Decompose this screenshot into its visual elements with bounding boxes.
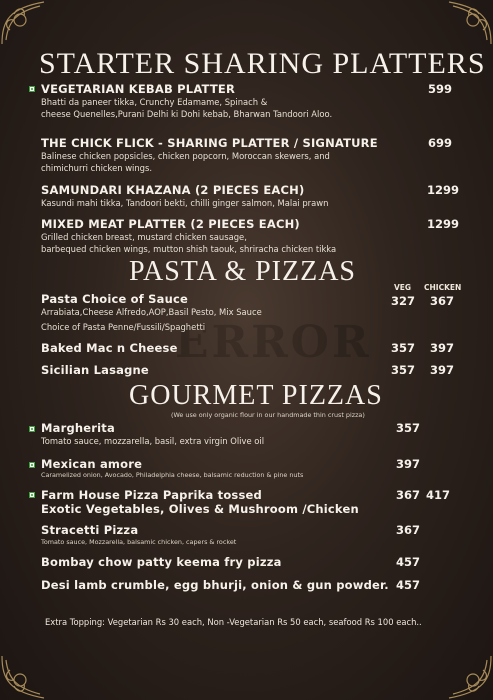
item-name: Desi lamb crumble, egg bhurji, onion & gun powder.	[41, 578, 389, 592]
price-veg: 327	[391, 294, 416, 308]
price-veg: 457	[396, 578, 421, 592]
corner-ornament-icon	[0, 654, 46, 700]
item-description: chimichurri chicken wings.	[41, 163, 153, 173]
item-price: 1299	[427, 217, 460, 231]
menu-item	[41, 457, 303, 479]
price-veg: 357	[396, 421, 421, 435]
corner-ornament-icon	[447, 0, 493, 46]
menu-item	[41, 217, 336, 255]
item-name: MIXED MEAT PLATTER (2 PIECES EACH)	[41, 217, 300, 231]
menu-item	[41, 488, 359, 516]
item-name: Bombay chow patty keema fry pizza	[41, 555, 282, 569]
extra-topping-note: Extra Topping: Vegetarian Rs 30 each, Non -Vegetarian Rs 50 each, seafood Rs 100 each..	[45, 617, 422, 627]
item-name-line2: Exotic Vegetables, Olives & Mushroom /Chicken	[41, 502, 359, 516]
item-price: 699	[428, 136, 453, 150]
item-description: barbequed chicken wings, mutton shish taouk, shriracha chicken tikka	[41, 244, 337, 254]
column-header-chicken: CHICKEN	[424, 283, 462, 292]
column-header-veg: VEG	[394, 283, 412, 292]
price-veg: 457	[396, 555, 421, 569]
item-name: Farm House Pizza Paprika tossed	[41, 488, 262, 502]
price-chicken: 397	[430, 341, 455, 355]
menu-item	[41, 82, 332, 120]
item-name: Pasta Choice of Sauce	[41, 292, 189, 306]
price-chicken: 397	[430, 363, 455, 377]
item-description: Tomato sauce, Mozzarella, balsamic chicken, capers & rocket	[41, 538, 237, 546]
veg-mark-icon	[29, 492, 35, 498]
section-title-pasta: PASTA & PIZZAS	[129, 256, 357, 287]
item-name: VEGETARIAN KEBAB PLATTER	[41, 82, 235, 96]
price-veg: 357	[391, 341, 416, 355]
menu-item	[41, 555, 282, 569]
veg-mark-icon	[29, 426, 35, 432]
price-veg: 367	[396, 523, 421, 537]
item-name: Mexican amore	[41, 457, 143, 471]
item-name: Stracetti Pizza	[41, 523, 139, 537]
menu-item	[41, 183, 328, 209]
menu-item	[41, 136, 378, 174]
item-description: Choice of Pasta Penne/Fussili/Spaghetti	[41, 322, 206, 332]
menu-item	[41, 363, 149, 377]
section-note: (We use only organic flour in our handmade thin crust pizza)	[171, 411, 365, 419]
menu-item	[41, 523, 236, 546]
veg-mark-icon	[29, 462, 35, 468]
menu-item	[41, 292, 262, 333]
item-description: Tomato sauce, mozzarella, basil, extra virgin Olive oil	[41, 436, 265, 446]
watermark-text: ERROR	[175, 317, 372, 368]
section-title-starters: STARTER SHARING PLATTERS	[39, 47, 486, 80]
item-description: Caramelized onion, Avocado, Philadelphia cheese, balsamic reduction & pine nuts	[41, 471, 304, 479]
item-description: Arrabiata,Cheese Alfredo,AOP,Basil Pesto, Mix Sauce	[41, 307, 262, 317]
veg-mark-icon	[29, 86, 35, 92]
menu-item	[41, 341, 178, 355]
item-price: 1299	[427, 183, 460, 197]
item-description: Bhatti da paneer tikka, Crunchy Edamame, Spinach &	[41, 97, 268, 107]
price-veg: 367	[396, 488, 421, 502]
price-chicken: 367	[430, 294, 455, 308]
item-description: Balinese chicken popsicles, chicken popcorn, Moroccan skewers, and	[41, 151, 330, 161]
item-name: Margherita	[41, 421, 115, 435]
corner-ornament-icon	[447, 654, 493, 700]
item-price: 599	[428, 82, 453, 96]
item-name: Sicilian Lasagne	[41, 363, 149, 377]
menu-item	[41, 421, 264, 447]
item-name: Baked Mac n Cheese	[41, 341, 178, 355]
section-title-gourmet: GOURMET PIZZAS	[129, 380, 383, 411]
corner-ornament-icon	[0, 0, 46, 46]
item-name: SAMUNDARI KHAZANA (2 PIECES EACH)	[41, 183, 305, 197]
item-description: Grilled chicken breast, mustard chicken sausage,	[41, 232, 247, 242]
price-chicken: 417	[426, 488, 451, 502]
item-description: cheese Quenelles,Purani Delhi ki Dohi kebab, Bharwan Tandoori Aloo.	[41, 109, 333, 119]
item-name: THE CHICK FLICK - SHARING PLATTER / SIGNATURE	[41, 136, 378, 150]
price-veg: 357	[391, 363, 416, 377]
item-description: Kasundi mahi tikka, Tandoori bekti, chilli ginger salmon, Malai prawn	[41, 198, 329, 208]
price-veg: 397	[396, 457, 421, 471]
menu-item	[41, 578, 389, 592]
